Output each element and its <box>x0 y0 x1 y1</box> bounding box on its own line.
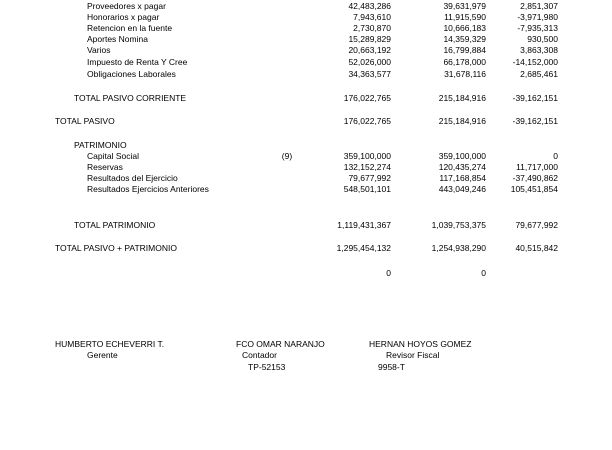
value-current: 20,663,192 <box>348 45 391 55</box>
value-variation: 79,677,992 <box>515 220 558 230</box>
value-variation: 3,863,308 <box>520 45 558 55</box>
value-previous: 66,178,000 <box>443 57 486 67</box>
contador-name: FCO OMAR NARANJO <box>236 339 325 349</box>
value-current: 548,501,101 <box>343 184 391 194</box>
total-pasivo-row <box>0 116 612 127</box>
gerente-role: Gerente <box>87 350 118 360</box>
table-row <box>0 69 612 80</box>
line-label: Impuesto de Renta Y Cree <box>87 57 188 67</box>
value-previous: 31,678,116 <box>444 69 486 79</box>
gerente-name: HUMBERTO ECHEVERRI T. <box>55 339 165 349</box>
value-variation: 930,500 <box>527 34 558 44</box>
value-current: 1,295,454,132 <box>336 243 391 253</box>
contador-role: Contador <box>242 350 277 360</box>
value-variation: -39,162,151 <box>512 116 558 126</box>
value-previous: 117,168,854 <box>439 173 486 183</box>
value-previous: 11,915,590 <box>444 12 486 22</box>
value-variation: 0 <box>553 151 558 161</box>
table-row <box>0 151 612 162</box>
value-current: 176,022,765 <box>343 116 391 126</box>
value-variation: -37,490,862 <box>512 173 558 183</box>
patrimonio-heading-row <box>0 140 612 151</box>
value-current: 15,289,829 <box>348 34 391 44</box>
contador-tp: TP-52153 <box>248 362 286 372</box>
table-row <box>0 1 612 12</box>
value-variation: -14,152,000 <box>512 57 558 67</box>
value-variation: -39,162,151 <box>512 93 558 103</box>
line-label: Capital Social <box>87 151 139 161</box>
value-current: 359,100,000 <box>343 151 391 161</box>
revisor-role: Revisor Fiscal <box>386 350 440 360</box>
value-previous: 215,184,916 <box>438 116 486 126</box>
value-previous: 359,100,000 <box>438 151 486 161</box>
line-label: Aportes Nomina <box>87 34 148 44</box>
total-pasivo-patrimonio-row <box>0 243 612 254</box>
table-row <box>0 34 612 45</box>
value-current: 7,943,610 <box>353 12 391 22</box>
line-label: Resultados del Ejercicio <box>87 173 178 183</box>
line-label: TOTAL PASIVO CORRIENTE <box>74 93 187 103</box>
table-row <box>0 57 612 68</box>
balance-check-row <box>0 268 612 279</box>
value-previous: 1,039,753,375 <box>431 220 486 230</box>
value-previous: 14,359,329 <box>443 34 486 44</box>
value-variation: 11,717,000 <box>516 162 558 172</box>
revisor-name: HERNAN HOYOS GOMEZ <box>369 339 472 349</box>
table-row <box>0 173 612 184</box>
value-current: 34,363,577 <box>348 69 391 79</box>
value-current: 132,152,274 <box>343 162 391 172</box>
line-label: Honorarios x pagar <box>87 12 160 22</box>
check-current: 0 <box>386 268 391 278</box>
value-current: 176,022,765 <box>343 93 391 103</box>
value-previous: 1,254,938,290 <box>431 243 486 253</box>
table-row <box>0 184 612 195</box>
section-heading: PATRIMONIO <box>74 140 127 150</box>
line-label: TOTAL PASIVO + PATRIMONIO <box>55 243 177 253</box>
line-label: Obligaciones Laborales <box>87 69 176 79</box>
value-variation: -3,971,980 <box>517 12 558 22</box>
value-previous: 16,799,884 <box>443 45 486 55</box>
value-previous: 215,184,916 <box>438 93 486 103</box>
line-label: Resultados Ejercicios Anteriores <box>87 184 209 194</box>
table-row <box>0 45 612 56</box>
table-row <box>0 12 612 23</box>
revisor-tp: 9958-T <box>378 362 405 372</box>
line-label: Varios <box>87 45 111 55</box>
total-patrimonio-row <box>0 220 612 231</box>
value-current: 42,483,286 <box>348 1 391 11</box>
value-variation: 2,685,461 <box>520 69 558 79</box>
line-label: TOTAL PATRIMONIO <box>74 220 156 230</box>
value-current: 2,730,870 <box>353 23 391 33</box>
line-label: TOTAL PASIVO <box>55 116 115 126</box>
line-label: Proveedores x pagar <box>87 1 166 11</box>
value-previous: 39,631,979 <box>443 1 486 11</box>
value-current: 1,119,431,367 <box>337 220 391 230</box>
value-variation: 2,851,307 <box>520 1 558 11</box>
total-pasivo-corriente-row <box>0 93 612 104</box>
value-current: 52,026,000 <box>348 57 391 67</box>
value-current: 79,677,992 <box>348 173 391 183</box>
line-label: Reservas <box>87 162 123 172</box>
value-variation: -7,935,313 <box>517 23 558 33</box>
value-variation: 105,451,854 <box>510 184 558 194</box>
note-reference: (9) <box>281 151 293 161</box>
line-label: Retencion en la fuente <box>87 23 173 33</box>
value-variation: 40,515,842 <box>515 243 558 253</box>
table-row <box>0 23 612 34</box>
value-previous: 120,435,274 <box>438 162 486 172</box>
check-previous: 0 <box>481 268 486 278</box>
table-row <box>0 162 612 173</box>
value-previous: 10,666,183 <box>443 23 486 33</box>
value-previous: 443,049,246 <box>438 184 486 194</box>
